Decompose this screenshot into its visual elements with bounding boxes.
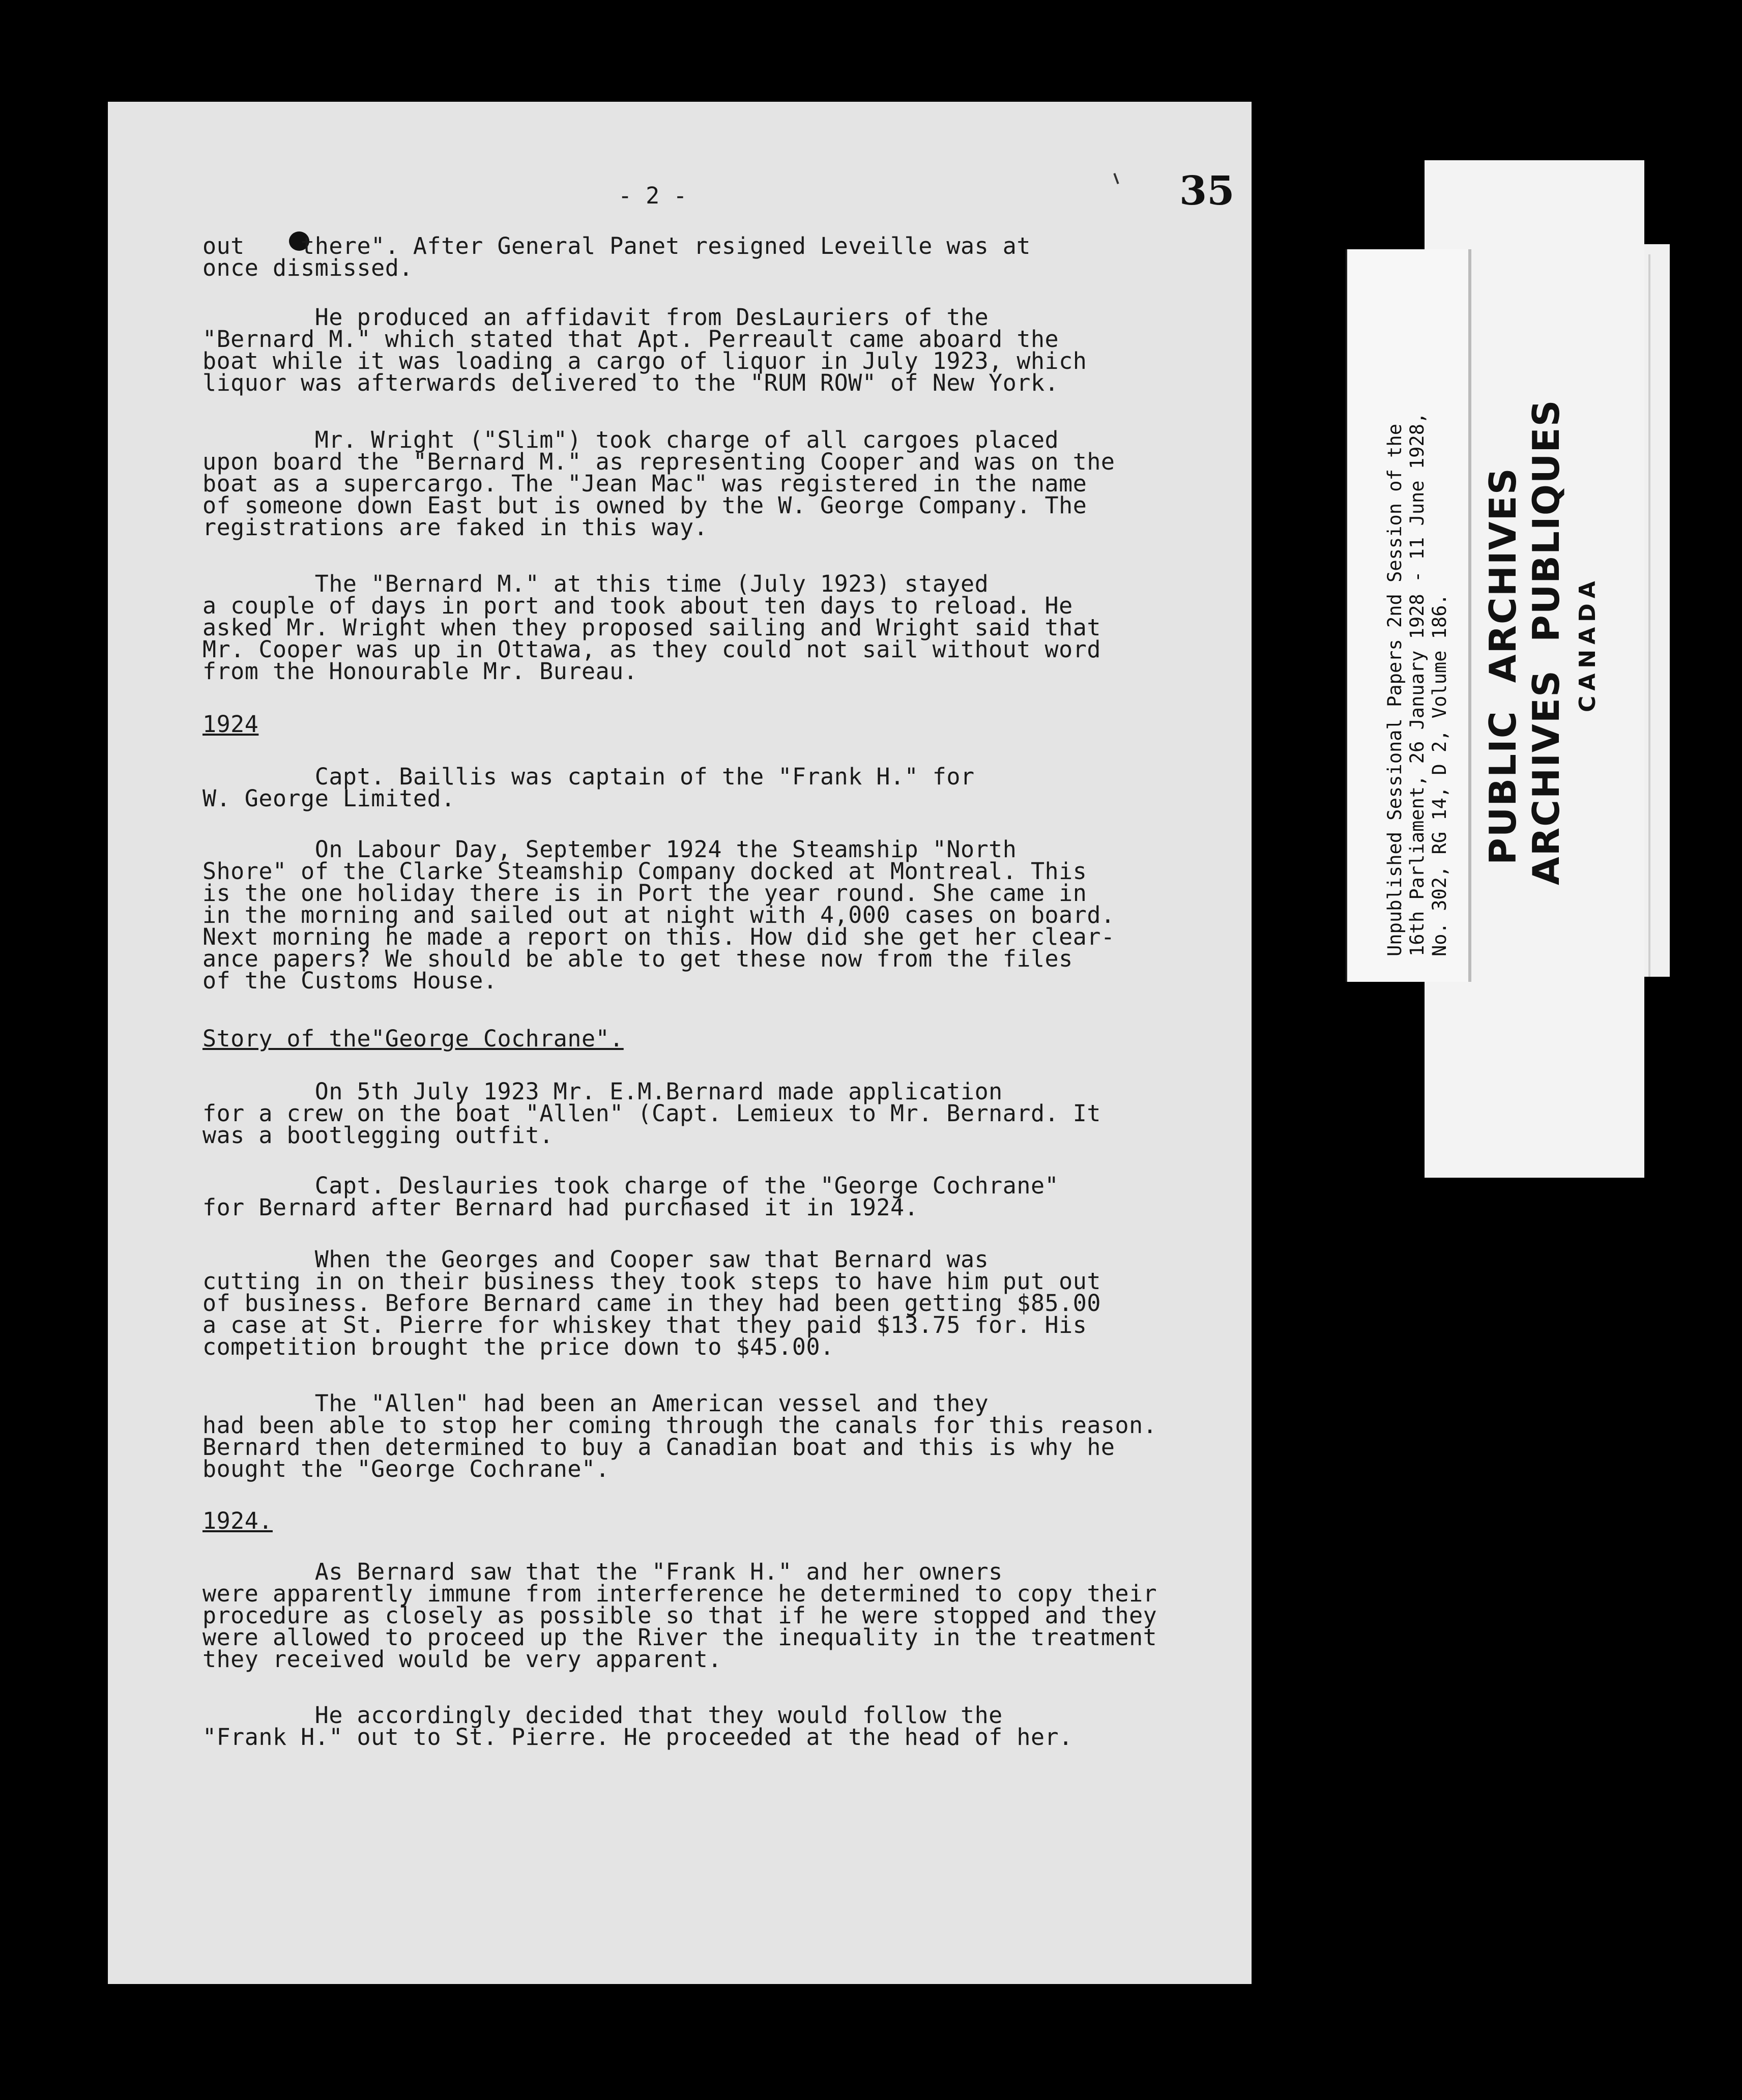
section-heading-1924b: 1924. [202, 1507, 273, 1534]
paragraph-8: Capt. Deslauries took charge of the "George Cochrane" for Bernard after Bernard had purchased it in 1924. [202, 1172, 1059, 1221]
paragraph-3: Mr. Wright ("Slim") took charge of all cargoes placed upon board the "Bernard M." as representing Cooper and was on the boat as a supercargo. The "Jean Mac" was registered in the name of someone down East but is owned by the W. George Company. The registrations are faked in this way. [202, 426, 1115, 541]
archive-title-french: ARCHIVES PUBLIQUES [1525, 399, 1567, 885]
page-number: - 2 - [618, 182, 687, 209]
archive-label-shadow [1468, 249, 1471, 982]
paragraph-12: He accordingly decided that they would follow the "Frank H." out to St. Pierre. He proceeded at the head of her. [202, 1702, 1073, 1751]
archive-label-fold-edge [1648, 254, 1650, 977]
paragraph-2: He produced an affidavit from DesLauriers of the "Bernard M." which stated that Apt. Perreault came aboard the boat while it was loading a cargo of liquor in July 1923, which liquor was afterwards delivered to the "RUM ROW" of New York. [202, 304, 1087, 396]
paragraph-6: On Labour Day, September 1924 the Steamship "North Shore" of the Clarke Steamship Company docked at Montreal. This is the one holiday there is in Port the year round. She came in in the morning and sailed out at night with 4,000 cases on board. Next morning he made a report on this. How did she get her clear- ance papers? We should be able to get these now from the files of the Customs House. [202, 836, 1115, 994]
paragraph-7: On 5th July 1923 Mr. E.M.Bernard made application for a crew on the boat "Allen" (Capt. Lemieux to Mr. Bernard. It was a bootlegging outfit. [202, 1078, 1101, 1149]
archive-citation: Unpublished Sessional Papers 2nd Session of the 16th Parliament, 26 January 1928 - 11 June 1928, No. 302, RG 14, D 2, Volume 186. [1384, 412, 1450, 956]
paragraph-9: When the Georges and Cooper saw that Bernard was cutting in on their business they took steps to have him put out of business. Before Bernard came in they had been getting $85.00 a case at St. Pierre for whiskey that they paid $13.75 for. His competition brought the price down to $45.00. [202, 1246, 1101, 1360]
section-heading-1924: 1924 [202, 711, 259, 738]
paragraph-4: The "Bernard M." at this time (July 1923) stayed a couple of days in port and took about ten days to reload. He asked Mr. Wright when they proposed sailing and Wright said that Mr. Cooper was up in Ottawa, as they could not sail without word from the Honourable Mr. Bureau. [202, 570, 1101, 685]
paragraph-10: The "Allen" had been an American vessel and they had been able to stop her coming through the canals for this reason. Bernard then determined to buy a Canadian boat and this is why he bought the "George Cochrane". [202, 1390, 1157, 1482]
section-heading-george-cochrane: Story of the"George Cochrane". [202, 1025, 624, 1052]
paragraph-1: out there". After General Panet resigned Leveille was at once dismissed. [202, 232, 1031, 281]
archive-title-english: PUBLIC ARCHIVES [1482, 467, 1524, 865]
archive-country: CANADA [1575, 576, 1601, 712]
paragraph-11: As Bernard saw that the "Frank H." and her owners were apparently immune from interference he determined to copy their procedure as closely as possible so that if he were stopped and they were allowed to proceed up the River the inequality in the treatment they received would be very apparent. [202, 1558, 1157, 1673]
folio-stamp-number: 35 [1179, 168, 1235, 214]
paragraph-5: Capt. Baillis was captain of the "Frank H." for W. George Limited. [202, 763, 975, 812]
